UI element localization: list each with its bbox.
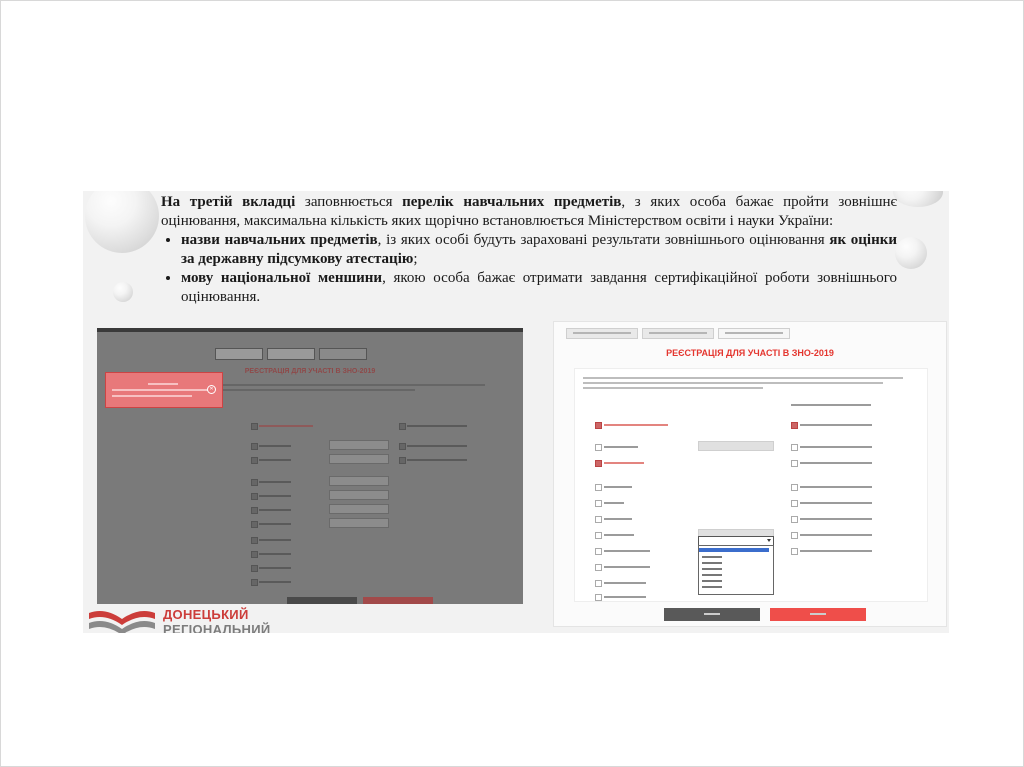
tab (267, 348, 315, 360)
panel-description (583, 377, 913, 392)
form-field (329, 476, 389, 486)
alert-popup (105, 372, 223, 408)
right-screenshot (553, 321, 947, 627)
intro-text-2: , з яких особа бажає пройти зовнішнє оцінювання, максимальна кількість яких щорічно встановлюється Міністерством освіти і науки України: (161, 194, 897, 229)
bullet-bold: назви навчальних предметів (181, 232, 378, 248)
bullet-item (181, 231, 897, 269)
right-tabs (566, 328, 790, 339)
list-item (251, 492, 311, 500)
list-item (251, 442, 311, 450)
list-item (251, 520, 311, 528)
intro-bold-2: перелік навчальних предметів (402, 194, 622, 210)
form-field (698, 441, 774, 451)
list-item (251, 422, 311, 430)
decorative-bubble (893, 191, 943, 207)
list-item (251, 478, 311, 486)
tab (215, 348, 263, 360)
next-button[interactable] (770, 608, 866, 621)
bullet-text: , із яких особі будуть зараховані результати зовнішнього оцінювання (377, 232, 830, 248)
bullet-text: , якою особа бажає отримати завдання сертифікаційної роботи зовнішнього оцінювання. (181, 270, 897, 305)
bullet-list (161, 231, 897, 307)
intro-text-1: заповнюється (295, 194, 403, 210)
form-field (329, 454, 389, 464)
logo-line-1: ДОНЕЦЬКИЙ (163, 607, 249, 622)
right-heading: РЕЄСТРАЦІЯ ДЛЯ УЧАСТІ В ЗНО-2019 (666, 348, 834, 358)
form-field (329, 490, 389, 500)
tab (566, 328, 638, 339)
slide-text (161, 193, 897, 307)
next-button[interactable] (363, 597, 433, 604)
list-item (251, 506, 311, 514)
logo-line-2: РЕГІОНАЛЬНИЙ (163, 622, 271, 633)
intro-bold-1: На третій вкладці (161, 194, 296, 210)
list-item (399, 422, 489, 430)
language-dropdown[interactable] (698, 545, 774, 595)
chevron-down-icon (767, 539, 771, 542)
close-icon[interactable]: ✕ (207, 385, 216, 394)
decorative-bubble (85, 191, 159, 253)
form-field (329, 518, 389, 528)
back-button[interactable] (664, 608, 760, 621)
tab (642, 328, 714, 339)
list-item (251, 578, 311, 586)
list-item (399, 456, 489, 464)
list-item (251, 564, 311, 572)
decorative-bubble (113, 282, 133, 302)
list-item (399, 442, 489, 450)
left-paragraph (215, 384, 495, 398)
bullet-bold-2: як оцінки за державну підсумкову атестацію (181, 232, 898, 267)
bullet-bold: мову національної меншини (181, 270, 383, 286)
form-field (329, 440, 389, 450)
bullet-item (181, 269, 897, 307)
list-item (251, 536, 311, 544)
book-logo-icon (87, 609, 157, 633)
left-tabs (215, 348, 367, 358)
back-button[interactable] (287, 597, 357, 604)
list-item (251, 456, 311, 464)
left-screenshot (97, 328, 523, 604)
intro-paragraph (161, 193, 897, 231)
bullet-text-2: ; (413, 251, 418, 267)
decorative-bubble (895, 237, 927, 269)
tab (319, 348, 367, 360)
form-field (329, 504, 389, 514)
left-heading: РЕЄСТРАЦІЯ ДЛЯ УЧАСТІ В ЗНО-2019 (244, 368, 376, 375)
tab (718, 328, 790, 339)
slide (83, 191, 949, 633)
list-item (251, 550, 311, 558)
logo (87, 603, 287, 633)
